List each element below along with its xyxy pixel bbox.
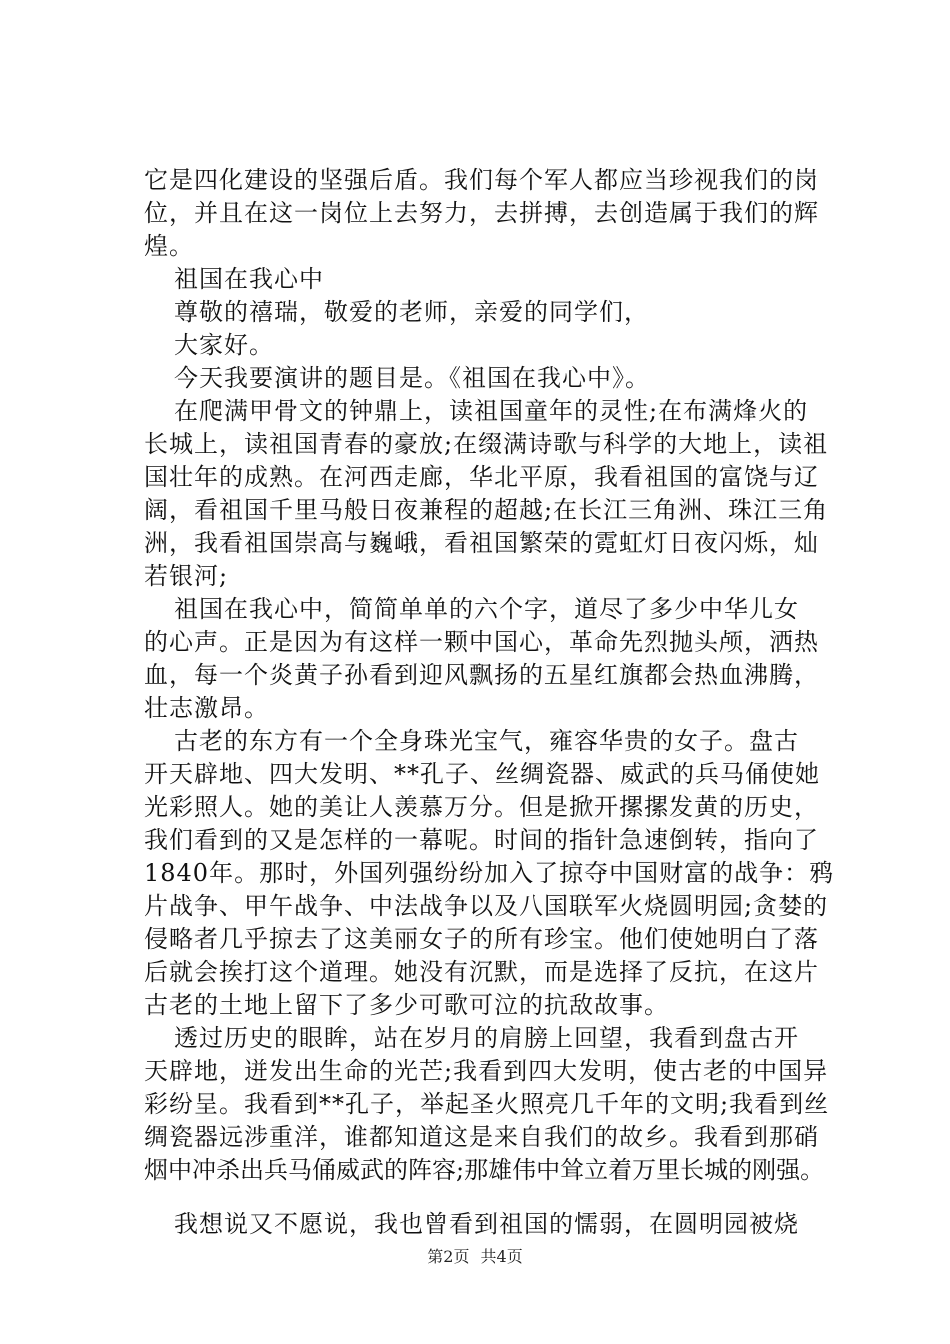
page-footer xyxy=(0,1244,950,1267)
text-line: 阔，看祖国千里马般日夜兼程的超越;在长江三角洲、珠江三角 xyxy=(144,496,829,524)
text-line: 烟中冲杀出兵马俑威武的阵容;那雄伟中耸立着万里长城的刚强。 xyxy=(144,1156,825,1184)
text-line: 位，并且在这一岗位上去努力，去拼搏，去创造属于我们的辉 xyxy=(144,199,819,227)
document-body xyxy=(144,164,844,1241)
paragraph xyxy=(144,164,844,263)
text-line: 国壮年的成熟。在河西走廊，华北平原，我看祖国的富饶与辽 xyxy=(144,463,819,491)
text-line: 开天辟地、四大发明、**孔子、丝绸瓷器、威武的兵马俑使她 xyxy=(144,760,820,788)
paragraph xyxy=(144,1208,844,1241)
text-line: 片战争、甲午战争、中法战争以及八国联军火烧圆明园;贪婪的 xyxy=(144,892,829,920)
text-line: 的心声。正是因为有这样一颗中国心，革命先烈抛头颅，洒热 xyxy=(144,628,819,656)
text-line: 它是四化建设的坚强后盾。我们每个军人都应当珍视我们的岗 xyxy=(144,166,819,194)
salutation xyxy=(144,296,844,329)
text-line: 1840年。那时，外国列强纷纷加入了掠夺中国财富的战争：鸦 xyxy=(144,859,835,887)
page-number: 第2页 xyxy=(427,1247,470,1266)
text-line: 光彩照人。她的美让人羡慕万分。但是掀开摞摞发黄的历史， xyxy=(144,793,819,821)
text-line: 我们看到的又是怎样的一幕呢。时间的指针急速倒转，指向了 xyxy=(144,826,819,854)
text-line: 古老的东方有一个全身珠光宝气，雍容华贵的女子。盘古 xyxy=(174,727,799,755)
text-line: 古老的土地上留下了多少可歌可泣的抗敌故事。 xyxy=(144,991,669,1019)
paragraph xyxy=(144,395,844,593)
text-line: 祖国在我心中 xyxy=(174,265,324,293)
text-line: 洲，我看祖国崇高与巍峨，看祖国繁荣的霓虹灯日夜闪烁，灿 xyxy=(144,529,819,557)
text-line: 绸瓷器远涉重洋，谁都知道这是来自我们的故乡。我看到那硝 xyxy=(144,1123,819,1151)
text-line: 血，每一个炎黄子孙看到迎风飘扬的五星红旗都会热血沸腾， xyxy=(144,661,819,689)
text-line: 今天我要演讲的题目是。《祖国在我心中》。 xyxy=(174,364,650,392)
text-line: 若银河; xyxy=(144,562,229,590)
text-line: 壮志激昂。 xyxy=(144,694,269,722)
text-line: 透过历史的眼眸，站在岁月的肩膀上回望，我看到盘古开 xyxy=(174,1024,799,1052)
paragraph xyxy=(144,362,844,395)
paragraph xyxy=(144,1022,844,1187)
text-line: 大家好。 xyxy=(174,331,274,359)
speech-title xyxy=(144,263,844,296)
paragraph xyxy=(144,593,844,725)
paragraph xyxy=(144,725,844,1022)
page-total: 共4页 xyxy=(480,1247,523,1266)
text-line: 彩纷呈。我看到**孔子，举起圣火照亮几千年的文明;我看到丝 xyxy=(144,1090,830,1118)
text-line: 祖国在我心中，简简单单的六个字，道尽了多少中华儿女 xyxy=(174,595,799,623)
text-line: 尊敬的禧瑞，敬爱的老师，亲爱的同学们， xyxy=(174,298,649,326)
greeting xyxy=(144,329,844,362)
text-line: 长城上，读祖国青春的豪放;在缀满诗歌与科学的大地上，读祖 xyxy=(144,430,829,458)
text-line: 天辟地，迸发出生命的光芒;我看到四大发明，使古老的中国异 xyxy=(144,1057,829,1085)
text-line: 在爬满甲骨文的钟鼎上，读祖国童年的灵性;在布满烽火的 xyxy=(174,397,809,425)
text-line: 我想说又不愿说，我也曾看到祖国的懦弱，在圆明园被烧 xyxy=(174,1210,799,1238)
text-line: 后就会挨打这个道理。她没有沉默，而是选择了反抗，在这片 xyxy=(144,958,819,986)
text-line: 煌。 xyxy=(144,232,194,260)
text-line: 侵略者几乎掠去了这美丽女子的所有珍宝。他们使她明白了落 xyxy=(144,925,819,953)
